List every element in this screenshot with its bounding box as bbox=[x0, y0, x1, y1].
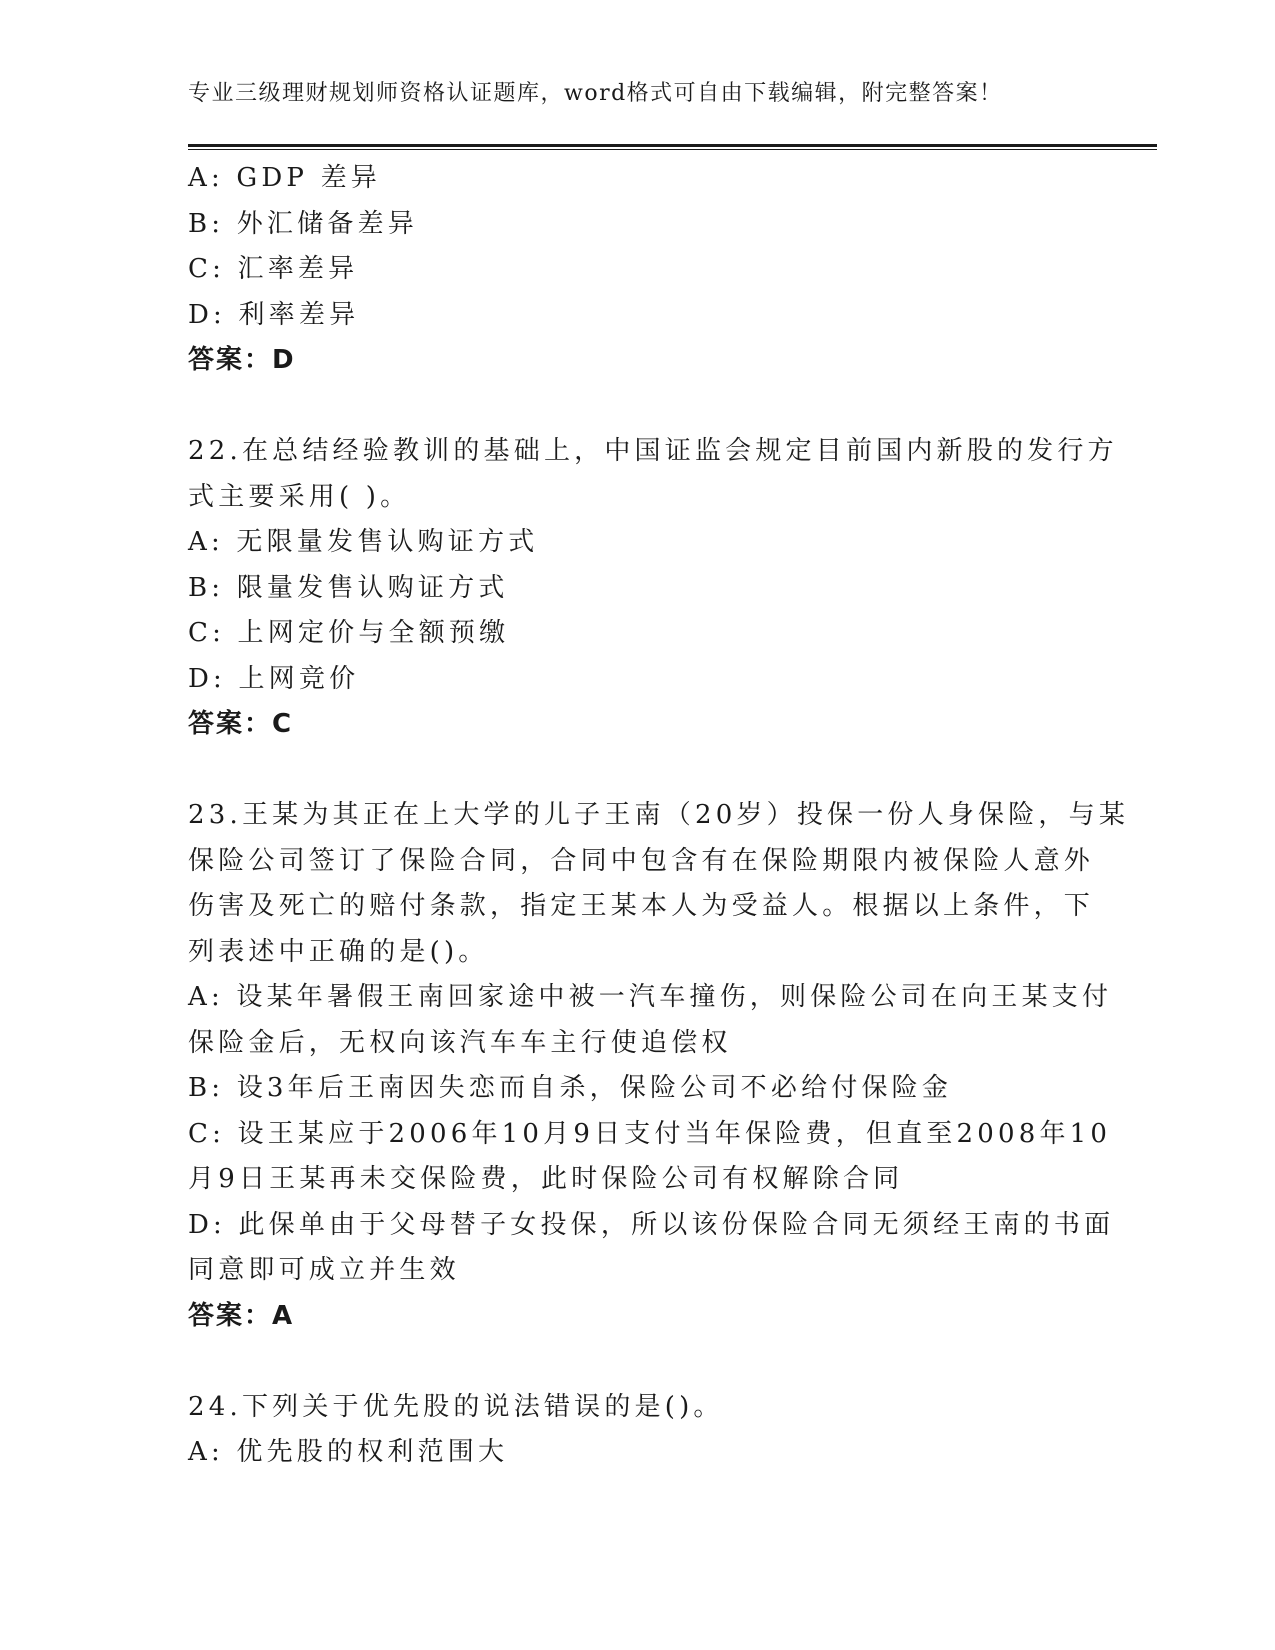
option-b: B: 限量发售认购证方式 bbox=[188, 572, 509, 603]
option-b: B: 设3年后王南因失恋而自杀，保险公司不必给付保险金 bbox=[188, 1073, 953, 1103]
option-d-continued: 同意即可成立并生效 bbox=[188, 1255, 460, 1285]
question-stem-line: 22.在总结经验教训的基础上，中国证监会规定目前国内新股的发行方 bbox=[188, 436, 1118, 466]
question-stem-line: 列表述中正确的是()。 bbox=[188, 936, 489, 967]
option-a: A: 无限量发售认购证方式 bbox=[188, 527, 539, 557]
header-rule-thin bbox=[188, 149, 1157, 150]
option-c: C: 汇率差异 bbox=[188, 254, 359, 284]
question-24 bbox=[188, 1385, 1088, 1476]
spacer bbox=[188, 384, 1088, 430]
spacer bbox=[188, 748, 1088, 794]
answer: 答案：D bbox=[188, 345, 296, 375]
option-a-continued: 保险金后，无权向该汽车车主行使追偿权 bbox=[188, 1027, 732, 1058]
option-d: D: 此保单由于父母替子女投保，所以该份保险合同无须经王南的书面 bbox=[188, 1209, 1115, 1240]
question-stem-line: 伤害及死亡的赔付条款，指定王某本人为受益人。根据以上条件，下 bbox=[188, 891, 1095, 921]
spacer bbox=[188, 1339, 1088, 1385]
option-a: A: 设某年暑假王南回家途中被一汽车撞伤，则保险公司在向王某支付 bbox=[188, 982, 1113, 1012]
option-a: A: 优先股的权利范围大 bbox=[188, 1437, 509, 1467]
option-c-continued: 月9日王某再未交保险费，此时保险公司有权解除合同 bbox=[188, 1164, 904, 1194]
question-stem-line: 23.王某为其正在上大学的儿子王南（20岁）投保一份人身保险，与某 bbox=[188, 800, 1130, 830]
option-a: A: GDP 差异 bbox=[188, 163, 381, 193]
question-stem-line: 保险公司签订了保险合同，合同中包含有在保险期限内被保险人意外 bbox=[188, 845, 1095, 876]
question-list bbox=[188, 156, 1130, 1476]
option-b: B: 外汇储备差异 bbox=[188, 208, 418, 239]
header-rule-thick bbox=[188, 144, 1157, 147]
option-d: D: 利率差异 bbox=[188, 299, 360, 330]
option-d: D: 上网竞价 bbox=[188, 663, 360, 694]
page-header-title: 专业三级理财规划师资格认证题库，word格式可自由下载编辑，附完整答案！ bbox=[188, 81, 1003, 106]
question-21 bbox=[188, 156, 1088, 384]
option-c: C: 设王某应于2006年10月9日支付当年保险费，但直至2008年10 bbox=[188, 1118, 1112, 1149]
question-23 bbox=[188, 793, 1130, 1339]
question-22 bbox=[188, 429, 1118, 748]
question-stem-line: 24.下列关于优先股的说法错误的是()。 bbox=[188, 1391, 724, 1422]
question-stem-line: 式主要采用( )。 bbox=[188, 481, 411, 512]
answer: 答案：C bbox=[188, 709, 294, 739]
option-c: C: 上网定价与全额预缴 bbox=[188, 618, 510, 648]
answer: 答案：A bbox=[188, 1300, 295, 1331]
